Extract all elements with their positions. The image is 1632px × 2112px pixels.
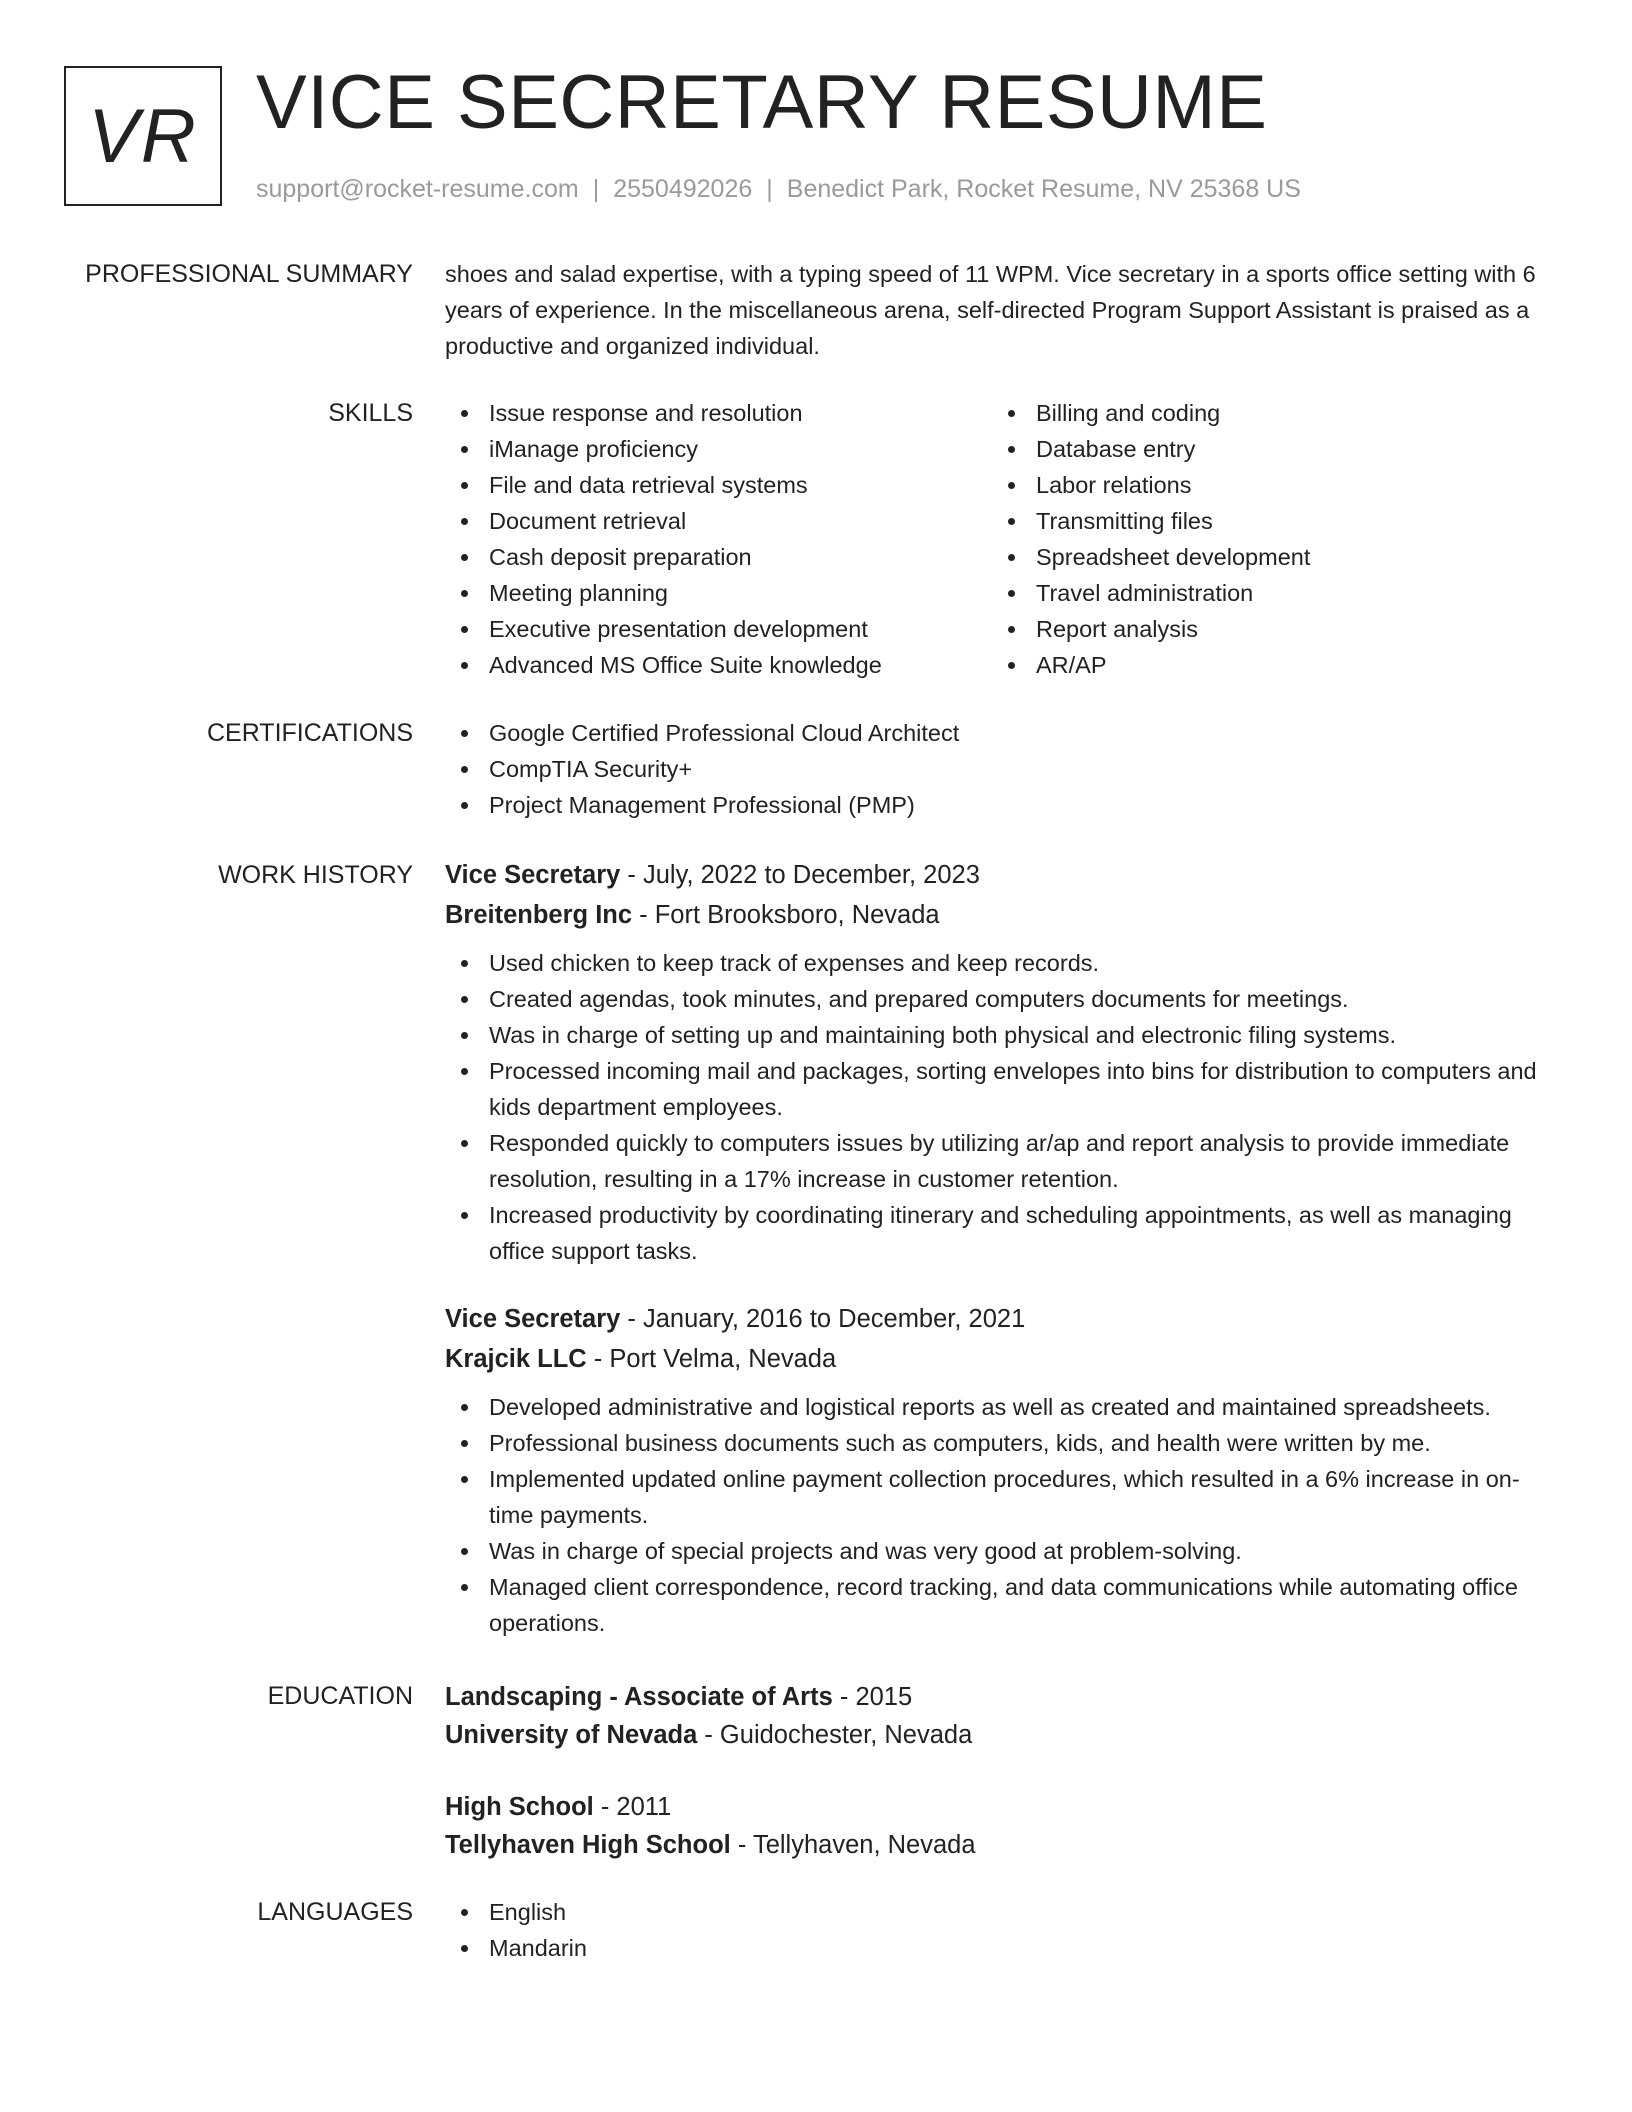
- languages-body: [445, 1894, 1560, 1966]
- resume-title: VICE SECRETARY RESUME: [256, 60, 1268, 145]
- skill-item: Issue response and resolution: [445, 395, 992, 431]
- contact-phone[interactable]: 2550492026: [613, 175, 753, 203]
- job-title-line: [445, 1299, 1560, 1339]
- language-item: Mandarin: [445, 1930, 1560, 1966]
- job-bullets: [445, 945, 1560, 1269]
- skill-item: Advanced MS Office Suite knowledge: [445, 647, 992, 683]
- education-school: Tellyhaven High School: [445, 1831, 731, 1859]
- contact-separator: |: [592, 175, 600, 203]
- job-location: - Port Velma, Nevada: [586, 1345, 837, 1373]
- skill-item: Spreadsheet development: [992, 539, 1539, 575]
- job-bullet: Was in charge of setting up and maintaining both physical and electronic filing systems.: [445, 1017, 1560, 1053]
- section-heading: PROFESSIONAL SUMMARY: [85, 260, 413, 288]
- job-bullet: Was in charge of special projects and was very good at problem-solving.: [445, 1533, 1560, 1569]
- education-location: - Guidochester, Nevada: [697, 1721, 973, 1749]
- skill-item: Transmitting files: [992, 503, 1539, 539]
- education-school-line: [445, 1826, 1560, 1864]
- skill-item: Executive presentation development: [445, 611, 992, 647]
- section-heading: WORK HISTORY: [218, 861, 413, 889]
- job-title: Vice Secretary: [445, 861, 621, 889]
- job-bullet: Managed client correspondence, record tracking, and data communications while automating office operations.: [445, 1569, 1560, 1641]
- certification-item: CompTIA Security+: [445, 751, 1560, 787]
- education-entry: [445, 1678, 1560, 1754]
- skill-item: Report analysis: [992, 611, 1539, 647]
- education-degree: Landscaping - Associate of Arts: [445, 1683, 833, 1711]
- summary-body: [445, 256, 1560, 364]
- skill-item: iManage proficiency: [445, 431, 992, 467]
- monogram-logo: VR: [64, 66, 222, 206]
- job-bullets: [445, 1389, 1560, 1641]
- education-entry: [445, 1788, 1560, 1864]
- job-title: Vice Secretary: [445, 1305, 621, 1333]
- job-bullet: Implemented updated online payment collection procedures, which resulted in a 6% increase in on-time payments.: [445, 1461, 1560, 1533]
- job-company-line: [445, 1339, 1560, 1379]
- skill-item: Document retrieval: [445, 503, 992, 539]
- job-entry: [445, 1299, 1560, 1641]
- education-school: University of Nevada: [445, 1721, 698, 1749]
- education-body: [445, 1678, 1560, 1864]
- certification-item: Project Management Professional (PMP): [445, 787, 1560, 823]
- summary-text: shoes and salad expertise, with a typing speed of 11 WPM. Vice secretary in a sports office setting with 6 years of experience. In the miscellaneous arena, self-directed Program Support Assistant is praised as a productive and organized individual.: [445, 261, 1536, 359]
- skills-list-left: [445, 395, 992, 683]
- skill-item: Cash deposit preparation: [445, 539, 992, 575]
- certification-item: Google Certified Professional Cloud Architect: [445, 715, 1560, 751]
- contact-address: Benedict Park, Rocket Resume, NV 25368 US: [786, 175, 1301, 203]
- job-title-line: [445, 855, 1560, 895]
- skill-item: Meeting planning: [445, 575, 992, 611]
- job-location: - Fort Brooksboro, Nevada: [632, 901, 940, 929]
- languages-list: [445, 1894, 1560, 1966]
- certifications-body: [445, 715, 1560, 823]
- skill-item: File and data retrieval systems: [445, 467, 992, 503]
- contact-email[interactable]: support@rocket-resume.com: [256, 175, 579, 203]
- job-bullet: Used chicken to keep track of expenses and keep records.: [445, 945, 1560, 981]
- skill-item: Travel administration: [992, 575, 1539, 611]
- skill-item: Billing and coding: [992, 395, 1539, 431]
- job-entry: [445, 855, 1560, 1269]
- job-bullet: Increased productivity by coordinating itinerary and scheduling appointments, as well as managing office support tasks.: [445, 1197, 1560, 1269]
- section-heading: SKILLS: [328, 399, 413, 427]
- language-item: English: [445, 1894, 1560, 1930]
- certifications-list: [445, 715, 1560, 823]
- contact-line: [256, 172, 1301, 206]
- skill-item: Database entry: [992, 431, 1539, 467]
- education-year: - 2011: [593, 1793, 672, 1821]
- job-bullet: Processed incoming mail and packages, sorting envelopes into bins for distribution to computers and kids department employees.: [445, 1053, 1560, 1125]
- job-company: Krajcik LLC: [445, 1345, 587, 1373]
- job-bullet: Created agendas, took minutes, and prepared computers documents for meetings.: [445, 981, 1560, 1017]
- education-degree-line: [445, 1788, 1560, 1826]
- education-year: - 2015: [832, 1683, 913, 1711]
- skills-body: [445, 395, 1560, 683]
- education-school-line: [445, 1716, 1560, 1754]
- section-heading: LANGUAGES: [257, 1898, 413, 1926]
- job-bullet: Developed administrative and logistical reports as well as created and maintained spreadsheets.: [445, 1389, 1560, 1425]
- job-dates: - July, 2022 to December, 2023: [620, 861, 980, 889]
- job-bullet: Professional business documents such as computers, kids, and health were written by me.: [445, 1425, 1560, 1461]
- skill-item: Labor relations: [992, 467, 1539, 503]
- skill-item: AR/AP: [992, 647, 1539, 683]
- job-company: Breitenberg Inc: [445, 901, 633, 929]
- education-degree: High School: [445, 1793, 594, 1821]
- contact-separator: |: [766, 175, 773, 203]
- skills-list-right: [992, 395, 1539, 683]
- job-dates: - January, 2016 to December, 2021: [620, 1305, 1026, 1333]
- job-company-line: [445, 895, 1560, 935]
- job-bullet: Responded quickly to computers issues by utilizing ar/ap and report analysis to provide immediate resolution, resulting in a 17% increase in customer retention.: [445, 1125, 1560, 1197]
- section-heading: EDUCATION: [267, 1682, 413, 1710]
- education-location: - Tellyhaven, Nevada: [730, 1831, 976, 1859]
- work-history-body: [445, 855, 1560, 1641]
- education-degree-line: [445, 1678, 1560, 1716]
- section-heading: CERTIFICATIONS: [206, 719, 413, 747]
